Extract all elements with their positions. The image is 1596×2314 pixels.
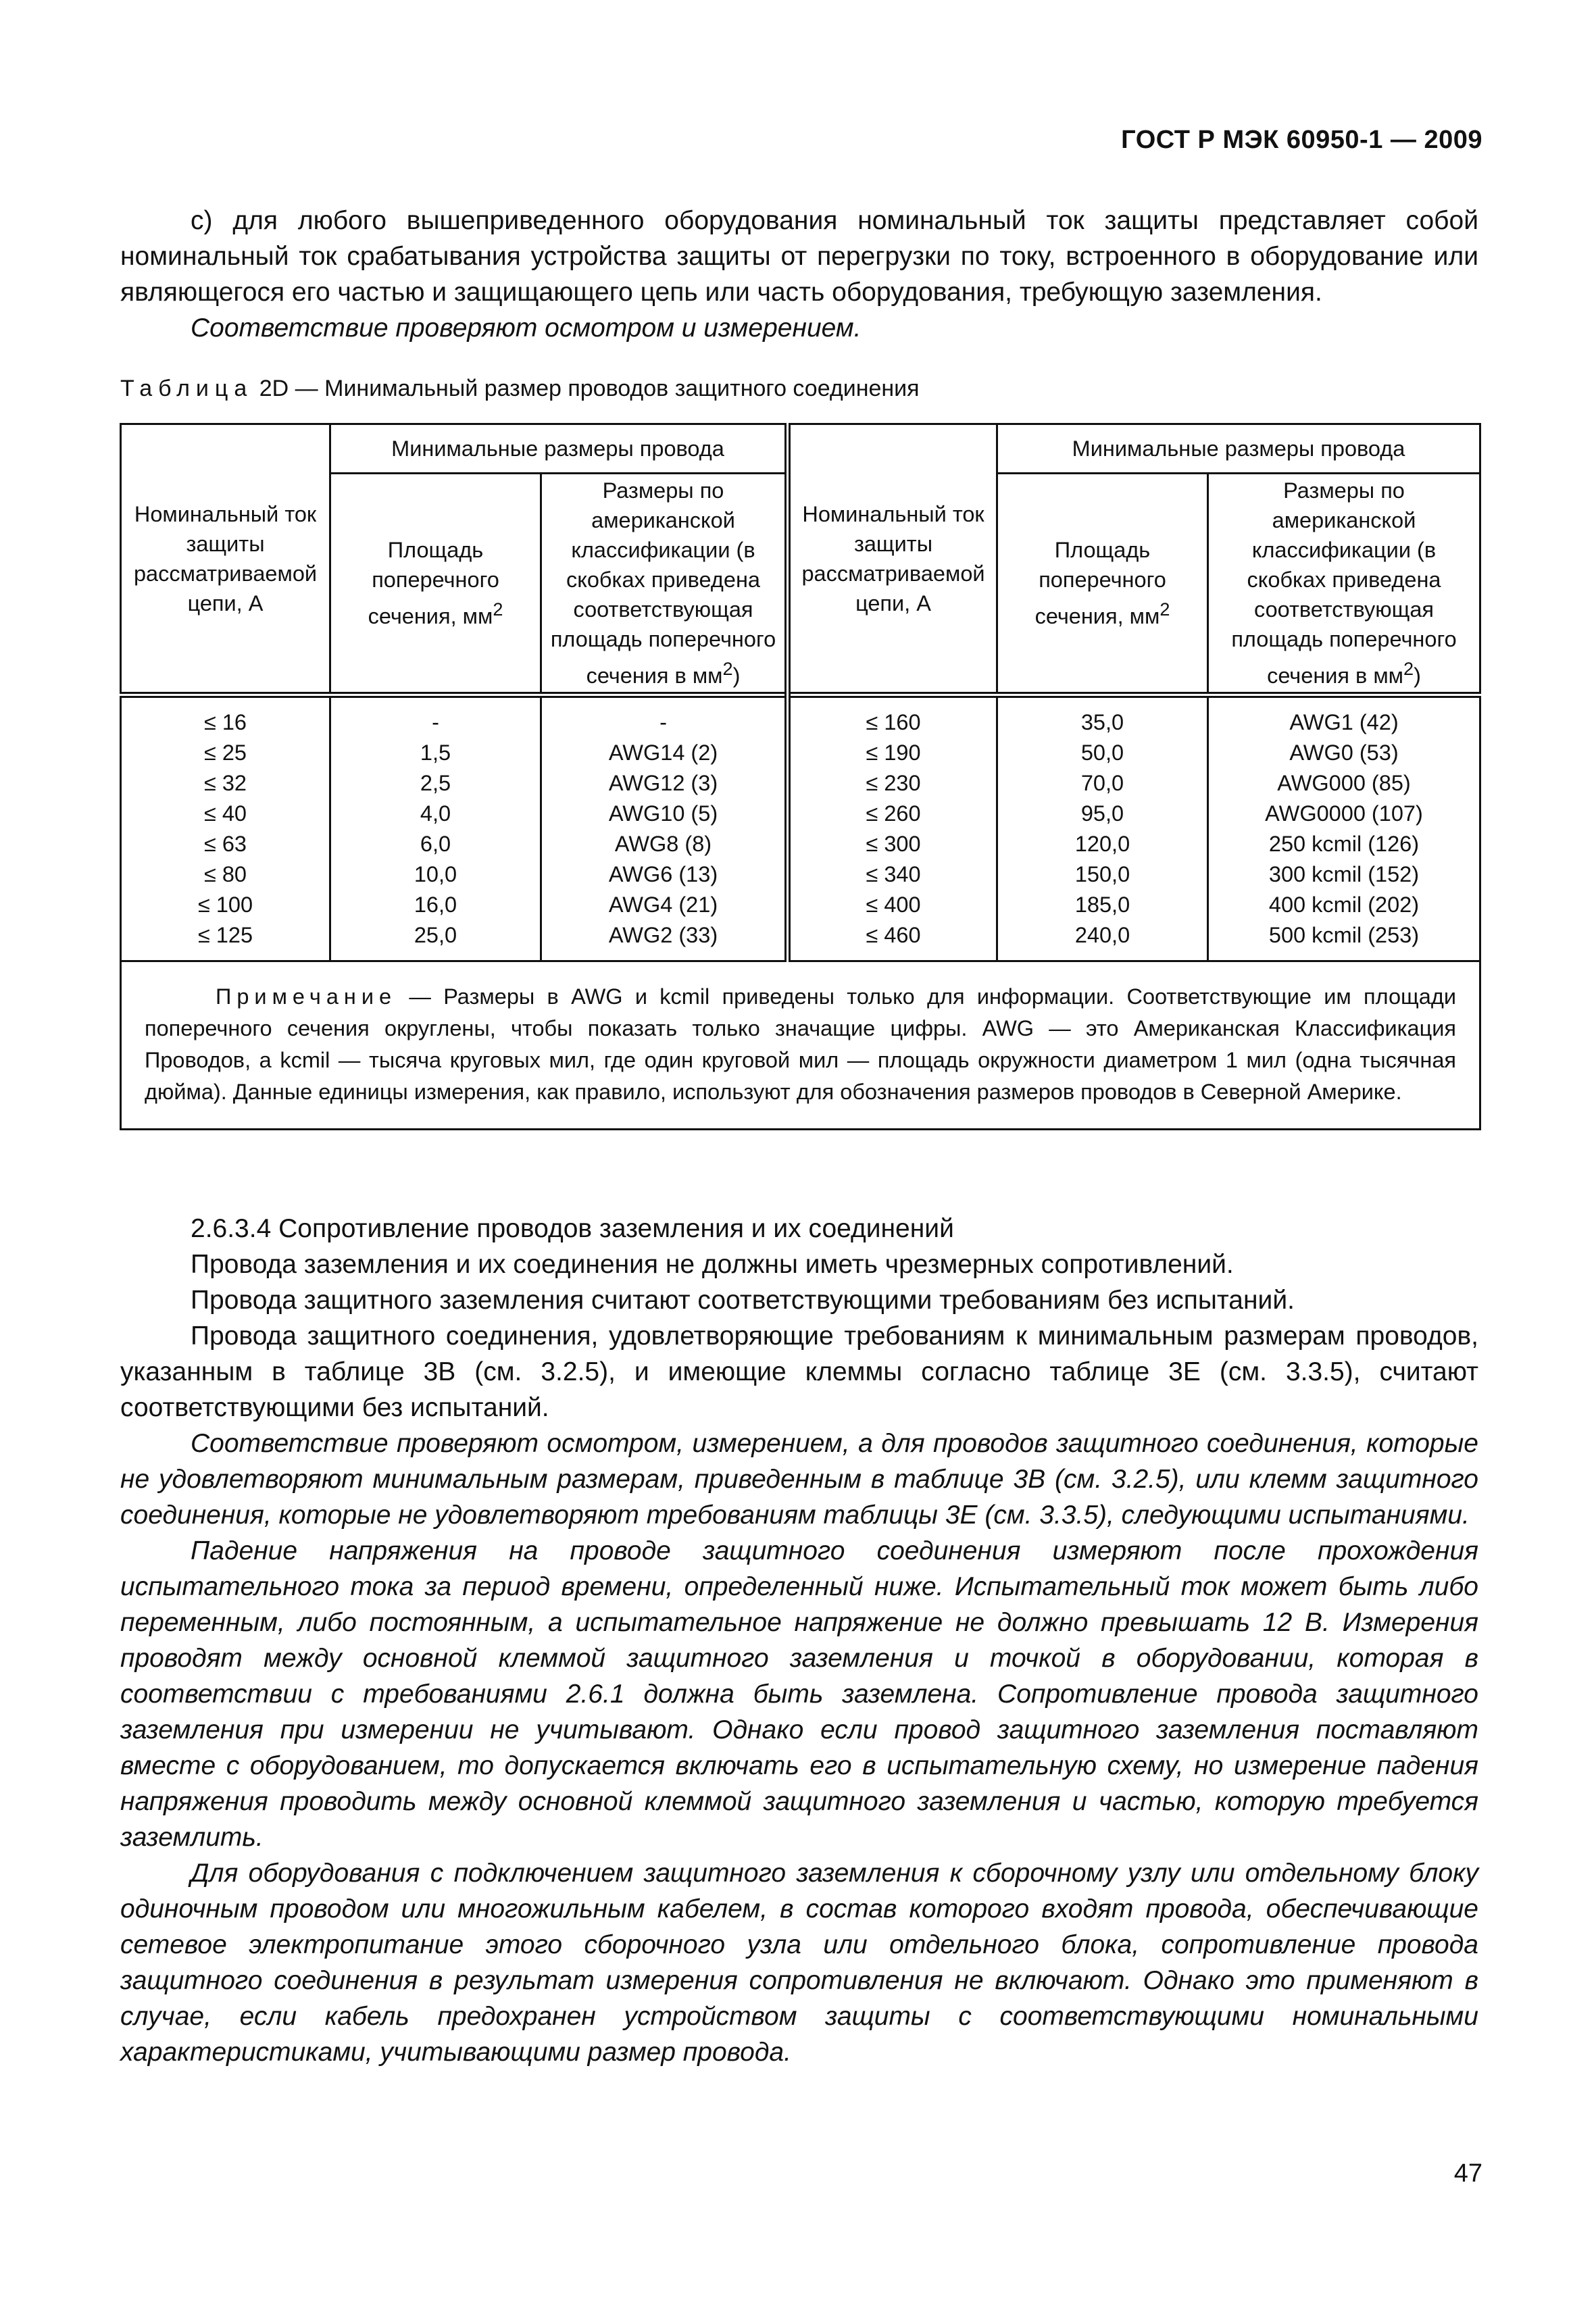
cell-current: ≤ 160 [866, 710, 921, 734]
cell-awg: AWG6 (13) [608, 862, 718, 886]
column-current-right [788, 695, 997, 961]
header-area-left: Площадь поперечного сечения, $мм^2$ [330, 474, 541, 695]
column-awg-left [541, 695, 788, 961]
header-min-sizes-right: Минимальные размеры провода [997, 424, 1480, 474]
cell-area: 16,0 [414, 892, 457, 917]
table-note [121, 961, 1480, 1130]
header-awg-right: Размеры по американской классификации (в скобках приведена соответствующая площадь поперечного сечения в $мм^2$) [1208, 474, 1480, 695]
cell-awg: AWG10 (5) [608, 801, 718, 826]
cell-current: ≤ 80 [203, 862, 247, 886]
cell-current: ≤ 460 [866, 923, 921, 947]
section-heading: 2.6.3.4 Сопротивление проводов заземления и их соединений [191, 1214, 954, 1243]
section-test-paragraph: Падение напряжения на проводе защитного соединения измеряют после прохождения испытательного тока за период времени, определенный ниже. Испытательный ток может быть либо переменным, либо постоянным, а испытательное напряжение не должно превышать 12 В. Измерения проводят между основной клеммой защитного заземления и точкой в оборудовании, которая в соответствии с требованиями 2.6.1 должна быть заземлена. Сопротивление провода защитного заземления при измерении не учитывают. Однако если провод защитного заземления поставляют вместе с оборудованием, то допускается включать его в испытательную схему, но измерение падения напряжения проводить между основной клеммой защитного заземления и частью, которую требуется заземлить. [120, 1536, 1478, 1852]
cell-current: ≤ 400 [866, 892, 921, 917]
column-current-left [121, 695, 330, 961]
page-number: 47 [1453, 2159, 1482, 2188]
cell-area: 2,5 [420, 771, 451, 795]
cell-awg: - [659, 710, 667, 734]
column-area-right [997, 695, 1208, 961]
header-rated-current-right: Номинальный ток защиты рассматриваемой цепи, А [788, 424, 997, 695]
cell-area: 50,0 [1080, 740, 1124, 765]
cell-area: 1,5 [420, 740, 451, 765]
cell-current: ≤ 260 [866, 801, 921, 826]
cell-area: 35,0 [1080, 710, 1124, 734]
header-awg-left: Размеры по американской классификации (в скобках приведена соответствующая площадь поперечного сечения в $мм^2$) [541, 474, 788, 695]
table-data-row [121, 695, 1480, 961]
cell-area: 240,0 [1074, 923, 1130, 947]
cell-awg: AWG0 (53) [1289, 740, 1399, 765]
table-caption-prefix: Таблица [120, 376, 253, 401]
section-compliance-paragraph: Соответствие проверяют осмотром, измерением, а для проводов защитного соединения, которые не удовлетворяют минимальным размерам, приведенным в таблице 3B (см. 3.2.5), или клемм защитного соединения, которые не удовлетворяют требованиям таблицы 3E (см. 3.3.5), следующими испытаниями. [120, 1429, 1478, 1530]
cell-current: ≤ 230 [866, 771, 921, 795]
cell-area: 70,0 [1080, 771, 1124, 795]
cell-area: 185,0 [1074, 892, 1130, 917]
section-paragraph: Провода заземления и их соединения не должны иметь чрезмерных сопротивлений. [191, 1250, 1234, 1279]
cell-awg: AWG8 (8) [614, 832, 712, 856]
cell-area: 6,0 [420, 832, 451, 856]
cell-current: ≤ 100 [197, 892, 253, 917]
table-note-label: Примечание [216, 984, 397, 1009]
header-rated-current-left: Номинальный ток защиты рассматриваемой цепи, А [121, 424, 330, 695]
cell-current: ≤ 340 [866, 862, 921, 886]
document-code-header: ГОСТ Р МЭК 60950-1 — 2009 [1121, 126, 1482, 154]
table-caption-title: 2D — Минимальный размер проводов защитного соединения [259, 376, 920, 401]
header-area-right: Площадь поперечного сечения, $мм^2$ [997, 474, 1208, 695]
section-test-paragraph: Для оборудования с подключением защитного заземления к сборочному узлу или отдельному блоку одиночным проводом или многожильным кабелем, в состав которого входят провода, обеспечивающие сетевое электропитание этого сборочного узла или отдельного блока, сопротивление провода защитного соединения в результат измерения сопротивления не включают. Однако это применяют в случае, если кабель предохранен устройством защиты с соответствующими номинальными характеристиками, учитывающими размер провода. [120, 1859, 1478, 2067]
cell-current: ≤ 16 [203, 710, 247, 734]
header-min-sizes-left: Минимальные размеры провода [330, 424, 788, 474]
cell-current: ≤ 125 [197, 923, 253, 947]
cell-current: ≤ 190 [866, 740, 921, 765]
intro-paragraph: с) для любого вышеприведенного оборудования номинальный ток защиты представляет собой номинальный ток срабатывания устройства защиты от перегрузки по току, встроенного в оборудование или являющегося его частью и защищающего цепь или часть оборудования, требующую заземления. [120, 206, 1478, 307]
cell-current: ≤ 32 [203, 771, 247, 795]
cell-area: 4,0 [420, 801, 451, 826]
wire-size-table [120, 423, 1481, 1130]
intro-section [120, 203, 1478, 346]
section-paragraph: Провода защитного заземления считают соответствующими требованиям без испытаний. [191, 1286, 1295, 1315]
cell-current: ≤ 300 [866, 832, 921, 856]
cell-current: ≤ 25 [203, 740, 247, 765]
cell-area: 150,0 [1074, 862, 1130, 886]
cell-area: 95,0 [1080, 801, 1124, 826]
cell-awg: AWG12 (3) [608, 771, 718, 795]
table-caption [120, 376, 920, 402]
column-awg-right [1208, 695, 1480, 961]
cell-awg: 300 kcmil (152) [1268, 862, 1420, 886]
cell-area: - [432, 710, 439, 734]
cell-area: 25,0 [414, 923, 457, 947]
intro-compliance-paragraph: Соответствие проверяют осмотром и измерением. [191, 313, 862, 343]
cell-awg: AWG4 (21) [608, 892, 718, 917]
section-2-6-3-4 [120, 1211, 1478, 2070]
cell-awg: 250 kcmil (126) [1268, 832, 1420, 856]
cell-awg: AWG2 (33) [608, 923, 718, 947]
cell-current: ≤ 63 [203, 832, 247, 856]
cell-awg: AWG1 (42) [1289, 710, 1399, 734]
cell-awg: AWG000 (85) [1277, 771, 1411, 795]
column-area-left [330, 695, 541, 961]
cell-area: 10,0 [414, 862, 457, 886]
cell-awg: 400 kcmil (202) [1268, 892, 1420, 917]
section-paragraph: Провода защитного соединения, удовлетворяющие требованиям к минимальным размерам проводов, указанным в таблице 3B (см. 3.2.5), и имеющие клеммы согласно таблице 3E (см. 3.3.5), считают соответствующими без испытаний. [120, 1322, 1478, 1422]
cell-current: ≤ 40 [203, 801, 247, 826]
cell-area: 120,0 [1074, 832, 1130, 856]
cell-awg: AWG14 (2) [608, 740, 718, 765]
cell-awg: 500 kcmil (253) [1268, 923, 1420, 947]
table-note-text: — Размеры в AWG и kcmil приведены только для информации. Соответствующие им площади поперечного сечения округлены, чтобы показать только значащие цифры. AWG — это Американская Классификация Проводов, а kcmil — тысяча круговых мил, где один круговой мил — площадь окружности диаметром 1 мил (одна тысячная дюйма). Данные единицы измерения, как правило, используют для обозначения размеров проводов в Северной Америке. [145, 984, 1456, 1104]
cell-awg: AWG0000 (107) [1265, 801, 1423, 826]
